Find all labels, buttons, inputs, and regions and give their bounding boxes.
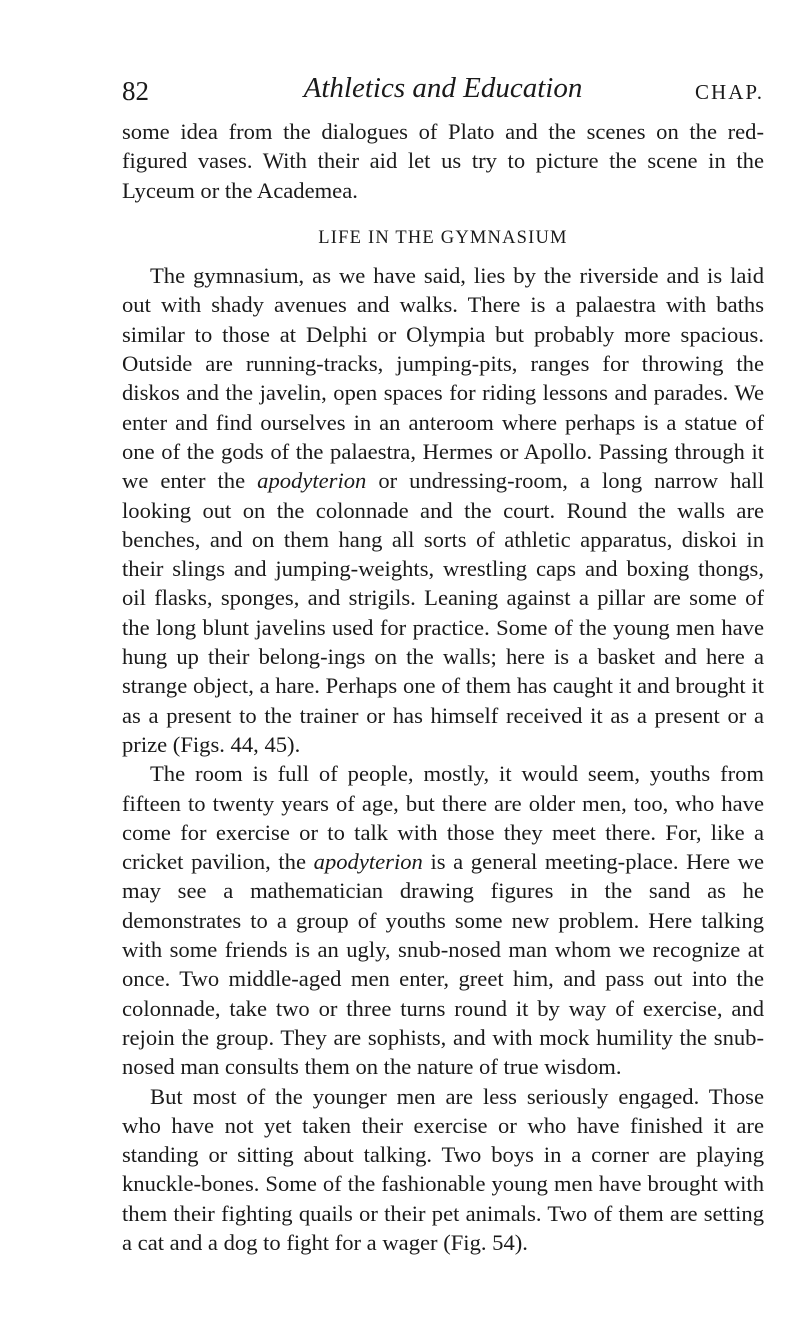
paragraph-text: The gymnasium, as we have said, lies by the riverside and is laid out with shady avenues and walks. There is a palaestra with baths similar to those at Delphi or Olympia but probably more spacious. Outside are running-tracks, jumping-pits, ranges for throwing the diskos and the javelin, open spaces for riding lessons and parades. We enter and find ourselves in an anteroom where perhaps is a statue of one of the gods of the palaestra, Hermes or Apollo. Passing through it we enter the bbox=[122, 263, 764, 494]
page-number: 82 bbox=[122, 76, 149, 106]
section-heading: LIFE IN THE GYMNASIUM bbox=[318, 227, 568, 248]
paragraph-continued: some idea from the dialogues of Plato and the scenes on the red-figured vases. With their aid let us try to picture the scene in the Lyceum or the Academea. bbox=[122, 119, 764, 203]
paragraph bbox=[122, 759, 764, 1081]
paragraph-text: or undressing-room, a long narrow hall looking out on the colonnade and the court. Round the walls are benches, and on them hang all sorts of athletic apparatus, diskoi in their slings and jumping-weights, wrestling caps and boxing thongs, oil flasks, sponges, and strigils. Leaning against a pillar are some of the long blunt javelins used for practice. Some of the young men have hung up their belong-ings on the walls; here is a basket and here a strange object, a hare. Perhaps one of them has caught it and brought it as a present to the trainer or has himself received it as a present or a prize (Figs. 44, 45). bbox=[122, 468, 765, 757]
paragraph bbox=[122, 261, 764, 759]
chapter-label: CHAP. bbox=[695, 80, 764, 104]
paragraph-text: is a general meeting-place. Here we may see a mathematician drawing figures in the sand as he demonstrates to a group of youths some new problem. Here talking with some friends is an ugly, snub-nosed man whom we recognize at once. Two middle-aged men enter, greet him, and pass out into the colonnade, take two or three turns round it by way of exercise, and rejoin the group. They are sophists, and with mock humility the snub-nosed man consults them on the nature of true wisdom. bbox=[122, 849, 764, 1080]
page-header bbox=[122, 72, 764, 112]
body-text bbox=[122, 117, 764, 1257]
greek-term: apodyterion bbox=[257, 468, 367, 494]
paragraph-text: The room is full of people, mostly, it would seem, youths from fifteen to twenty years of age, but there are older men, too, who have come for exercise or to talk with those they meet there. For, like a cricket pavilion, the bbox=[122, 761, 764, 875]
running-title: Athletics and Education bbox=[303, 72, 583, 104]
paragraph: But most of the younger men are less seriously engaged. Those who have not yet taken their exercise or who have finished it are standing or sitting about talking. Two boys in a corner are playing knuckle-bones. Some of the fashionable young men have brought with them their fighting quails or their pet animals. Two of them are setting a cat and a dog to fight for a wager (Fig. 54). bbox=[122, 1083, 764, 1255]
greek-term: apodyterion bbox=[313, 849, 423, 875]
